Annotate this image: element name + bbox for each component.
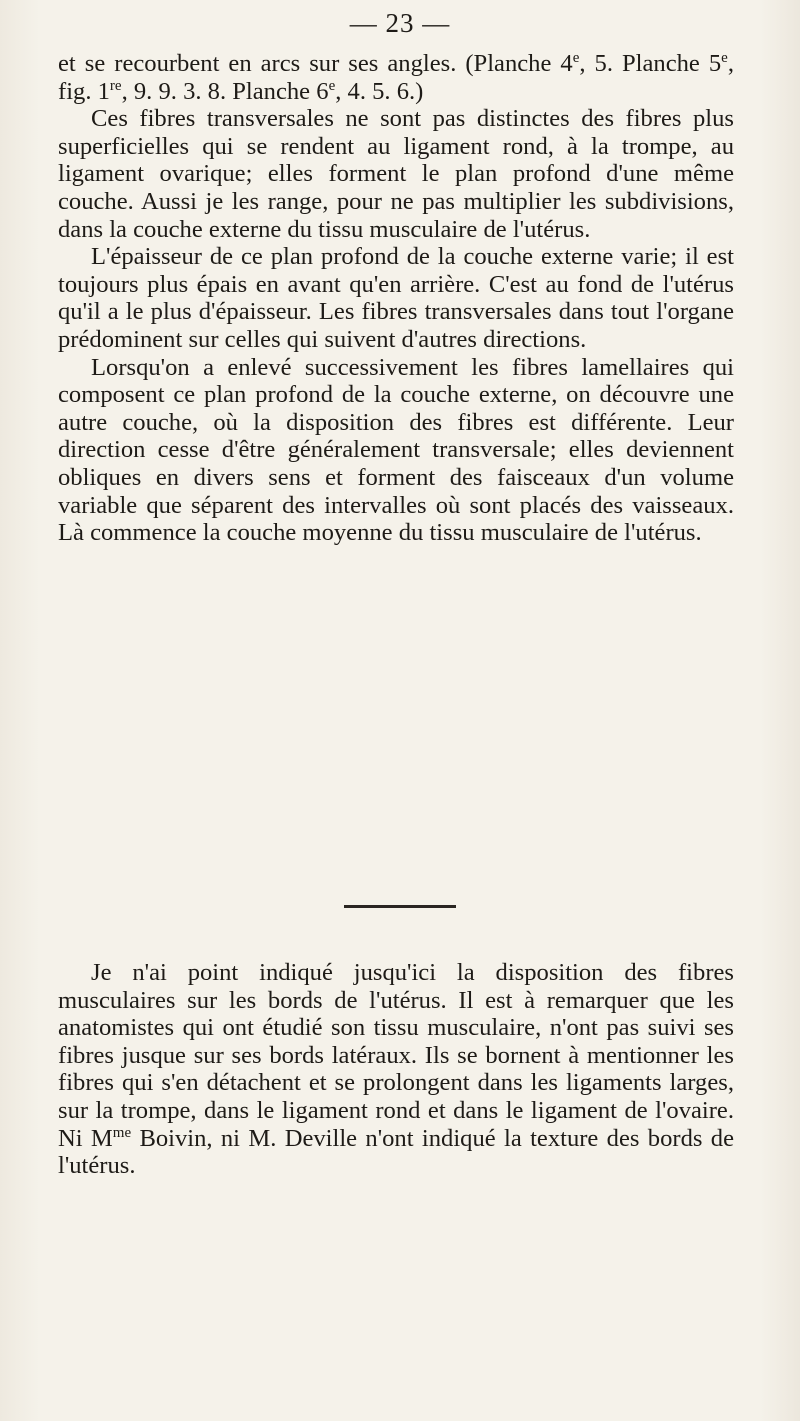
continuation-text-end: , 4. 5. 6.) — [335, 77, 424, 105]
paragraph-fibres-transversales: Ces fibres transversales ne sont pas distinctes des fibres plus superficielles qui se rendent au ligament rond, à la trompe, au ligament ovarique; elles forment le plan profond d'une même couche. Aussi je les range, pour ne pas multiplier les subdivisions, dans la couche externe du tissu musculaire de l'utérus. — [58, 105, 734, 243]
paragraph-text: Je n'ai point indiqué jusqu'ici la disposition des fibres musculaires sur les bords de l'utérus. Il est à remarquer que les anatomistes qui ont étudié son tissu musculaire, n'ont pas suivi ses fibres jusque sur ses bords latéraux. Ils se bornent à mentionner les fibres qui s'en détachent et se prolongent dans les ligaments larges, sur la trompe, dans le ligament rond et dans le ligament de l'ovaire. Ni M — [58, 959, 734, 1152]
paragraph-couche-moyenne: Lorsqu'on a enlevé successivement les fibres lamellaires qui composent ce plan profond de la couche externe, on découvre une autre couche, où la disposition des fibres est différente. Leur direction cesse d'être généralement transversale; elles deviennent obliques en divers sens et forment des faisceaux d'un volume variable que séparent des intervalles où sont placés des vaisseaux. Là commence la couche moyenne du tissu musculaire de l'utérus. — [58, 353, 734, 547]
paragraph-epaisseur: L'épaisseur de ce plan profond de la couche externe varie; il est toujours plus épais en avant qu'en arrière. C'est au fond de l'utérus qu'il a le plus d'épaisseur. Les fibres transversales dans tout l'organe prédominent sur celles qui suivent d'autres directions. — [58, 243, 734, 353]
continuation-text: , 5. Planche 5 — [579, 50, 722, 77]
text-section-lower — [58, 959, 734, 1180]
continuation-text-start: et se recourbent en arcs sur ses angles. (Planche 4 — [58, 50, 573, 77]
page-number: — 23 — — [349, 8, 451, 38]
superscript: me — [112, 1124, 132, 1141]
superscript: re — [109, 77, 122, 94]
continuation-text: , fig. 1 — [58, 50, 734, 105]
continuation-text: , 9. 9. 3. 8. Planche 6 — [121, 77, 329, 105]
superscript: e — [328, 77, 336, 94]
text-section-upper — [58, 50, 734, 547]
section-divider — [344, 905, 456, 908]
paragraph-bords-uterus — [58, 959, 734, 1180]
paragraph-continuation — [58, 50, 734, 105]
superscript: e — [721, 49, 728, 66]
superscript: e — [572, 49, 580, 66]
paragraph-text-end: Boivin, ni M. Deville n'ont indiqué la texture des bords de l'utérus. — [58, 1124, 734, 1180]
